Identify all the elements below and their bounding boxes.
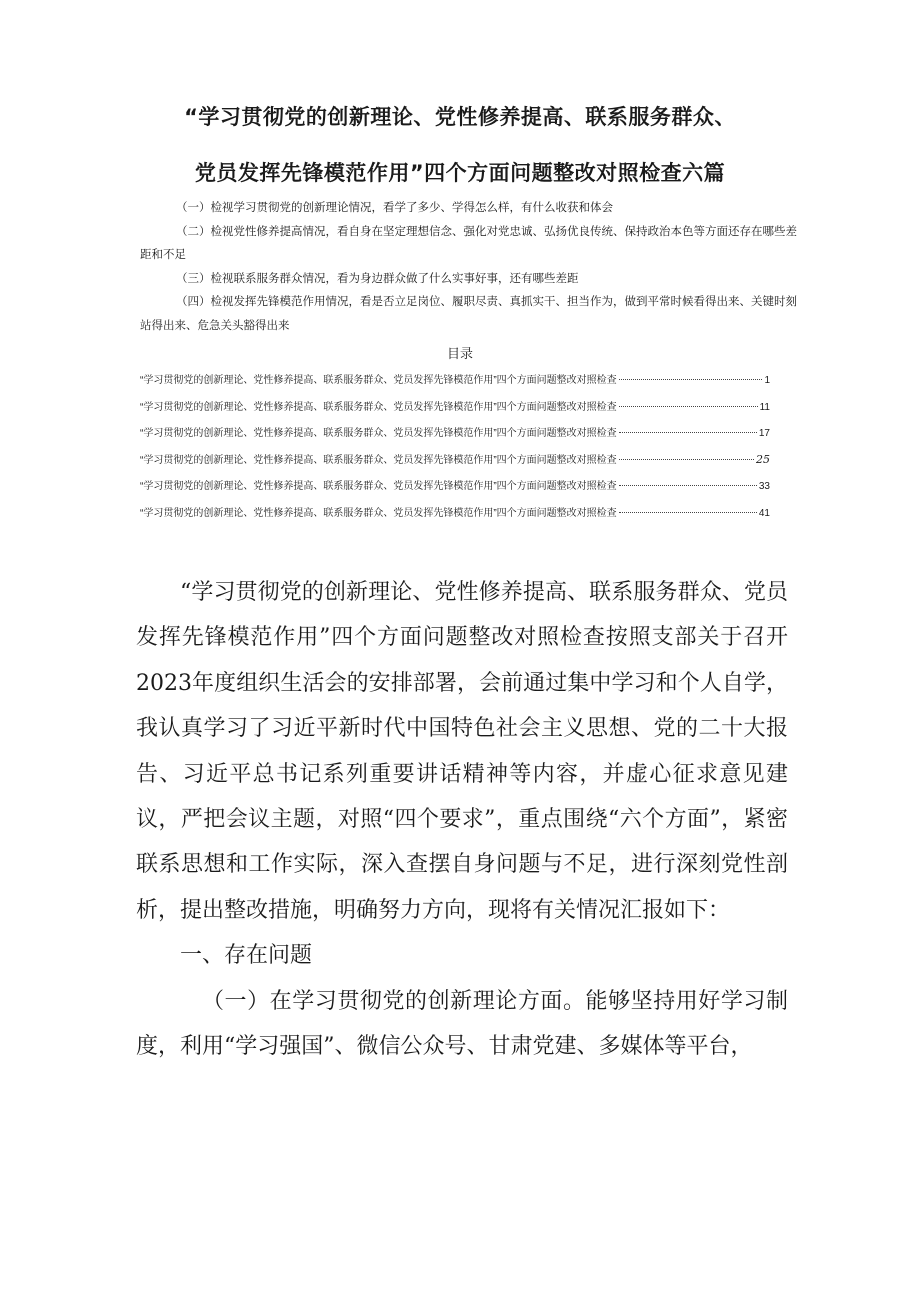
intro-item-4: （四）检视发挥先锋模范作用情况，看是否立足岗位、履职尽责、真抓实干、担当作为，做到平常时候看得出来、关键时刻站得出来、危急关头豁得出来	[140, 294, 797, 332]
intro-item-2: （二）检视党性修养提高情况，看自身在坚定理想信念、强化对党忠诚、弘扬优良传统、保持政治本色等方面还存在哪些差距和不足	[140, 223, 797, 261]
toc-leader-dots	[619, 432, 757, 433]
toc-leader-dots	[619, 379, 763, 380]
toc-entry-text: “学习贯彻党的创新理论、党性修养提高、联系服务群众、党员发挥先锋模范作用”四个方面问题整改对照检查	[140, 454, 617, 466]
toc-entry-page: 25	[756, 452, 770, 466]
toc-entry[interactable]	[140, 477, 770, 504]
toc-leader-dots	[619, 512, 757, 513]
toc-entry-text: “学习贯彻党的创新理论、党性修养提高、联系服务群众、党员发挥先锋模范作用”四个方面问题整改对照检查	[140, 507, 617, 519]
toc-entry-page: 17	[758, 428, 770, 440]
toc-entry[interactable]	[140, 451, 770, 478]
toc-entry[interactable]	[140, 504, 770, 531]
toc-entry[interactable]	[140, 424, 770, 451]
document-title-line-1: “学习贯彻党的创新理论、党性修养提高、联系服务群众、	[184, 105, 736, 129]
body-paragraph: “学习贯彻党的创新理论、党性修养提高、联系服务群众、党员发挥先锋模范作用”四个方面问题整改对照检查按照支部关于召开2023年度组织生活会的安排部署，会前通过集中学习和个人自学，我认真学习了习近平新时代中国特色社会主义思想、党的二十大报告、习近平总书记系列重要讲话精神等内容，并虚心征求意见建议，严把会议主题，对照“四个要求”，重点围绕“六个方面”，紧密联系思想和工作实际，深入查摆自身问题与不足，进行深刻党性剖析，提出整改措施，明确努力方向，现将有关情况汇报如下：	[136, 580, 788, 923]
toc-entry-text: “学习贯彻党的创新理论、党性修养提高、联系服务群众、党员发挥先锋模范作用”四个方面问题整改对照检查	[140, 481, 617, 493]
intro-item-3: （三）检视联系服务群众情况，看为身边群众做了什么实事好事，还有哪些差距	[176, 270, 579, 285]
section-heading: 一、存在问题	[180, 943, 313, 969]
document-body	[136, 570, 788, 1069]
toc-entry-page: 33	[758, 481, 770, 493]
toc-entry-page: 41	[758, 507, 770, 519]
toc-entry-page: 11	[759, 401, 770, 413]
document-title-line-2: 党员发挥先锋模范作用”四个方面问题整改对照检查六篇	[194, 161, 726, 185]
intro-item-1: （一）检视学习贯彻党的创新理论情况，看学了多少、学得怎么样，有什么收获和体会	[176, 200, 613, 214]
sub-paragraph: （一）在学习贯彻党的创新理论方面。能够坚持用好学习制度，利用“学习强国”、微信公众号、甘肃党建、多媒体等平台，	[136, 988, 788, 1060]
toc-entry-text: “学习贯彻党的创新理论、党性修养提高、联系服务群众、党员发挥先锋模范作用”四个方面问题整改对照检查	[140, 401, 617, 413]
toc-entry[interactable]	[140, 398, 770, 425]
toc-leader-dots	[619, 485, 757, 486]
intro-items	[140, 196, 800, 337]
toc-heading: 目录	[446, 347, 473, 362]
toc-entry-text: “学习贯彻党的创新理论、党性修养提高、联系服务群众、党员发挥先锋模范作用”四个方面问题整改对照检查	[140, 428, 617, 440]
toc-leader-dots	[619, 459, 754, 460]
toc-entry[interactable]	[140, 371, 770, 398]
toc-entry-page: 1	[764, 375, 770, 386]
toc-leader-dots	[619, 406, 758, 407]
toc-entry-text: “学习贯彻党的创新理论、党性修养提高、联系服务群众、党员发挥先锋模范作用”四个方面问题整改对照检查	[140, 375, 617, 386]
table-of-contents	[140, 371, 770, 531]
